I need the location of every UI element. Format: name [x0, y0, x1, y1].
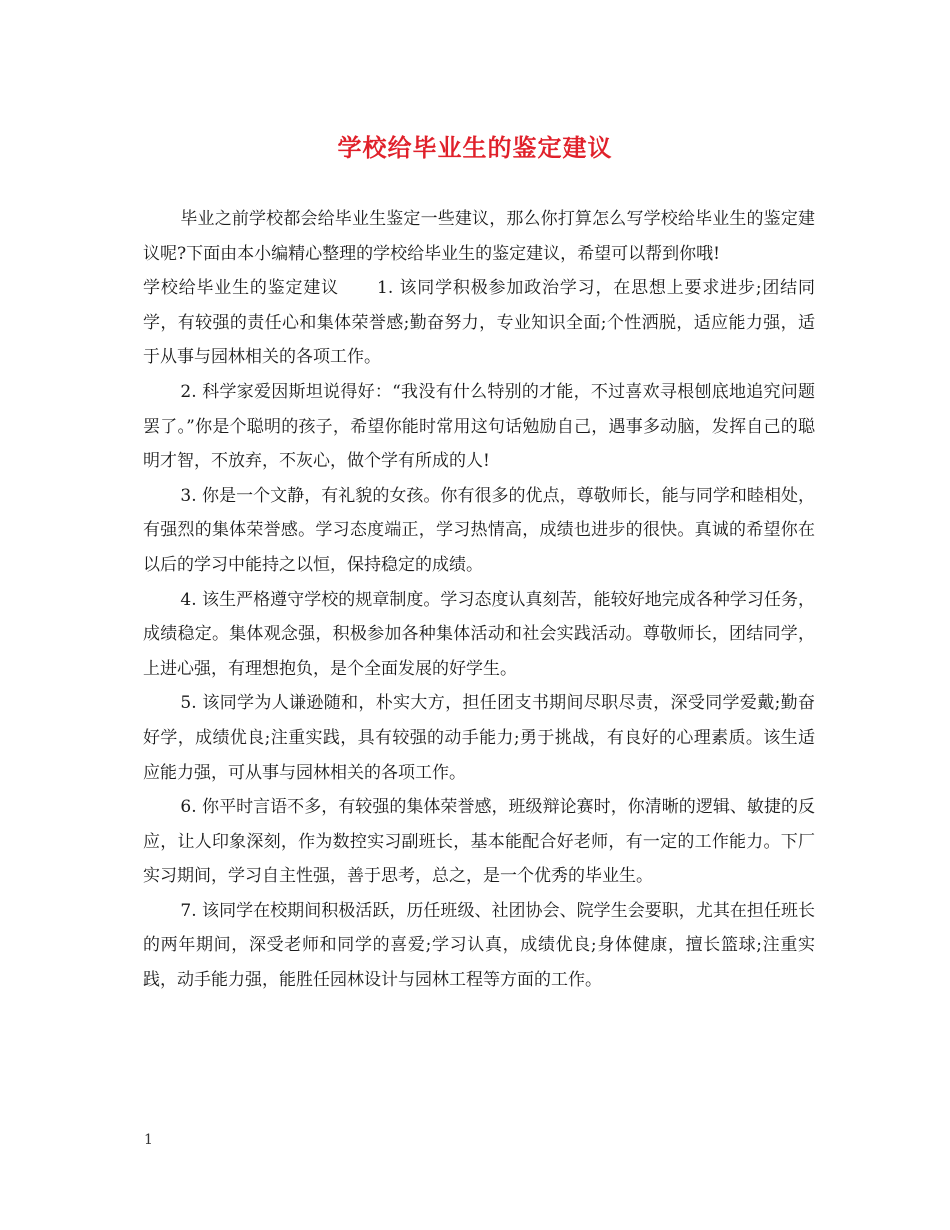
- item-paragraph-2: 2. 科学家爱因斯坦说得好：“我没有什么特别的才能，不过喜欢寻根刨底地追究问题罢了。”你是个聪明的孩子，希望你能时常用这句话勉励自己，遇事多动脑，发挥自己的聪明才智，不放弃，不灰心，做个学有所成的人!: [143, 381, 815, 472]
- item-paragraph-7: 7. 该同学在校期间积极活跃，历任班级、社团协会、院学生会要职，尤其在担任班长的两年期间，深受老师和同学的喜爱;学习认真，成绩优良;身体健康，擅长篮球;注重实践，动手能力强，能胜任园林设计与园林工程等方面的工作。: [143, 900, 815, 991]
- item-paragraph-5: 5. 该同学为人谦逊随和，朴实大方，担任团支书期间尽职尽责，深受同学爱戴;勤奋好学，成绩优良;注重实践，具有较强的动手能力;勇于挑战，有良好的心理素质。该生适应能力强，可从事与园林相关的各项工作。: [143, 693, 815, 783]
- document-body: [143, 202, 815, 998]
- page-number: 1: [144, 1132, 153, 1148]
- item-paragraph-4: 4. 该生严格遵守学校的规章制度。学习态度认真刻苦，能较好地完成各种学习任务，成绩稳定。集体观念强，积极参加各种集体活动和社会实践活动。尊敬师长，团结同学，上进心强，有理想抱负，是个全面发展的好学生。: [143, 589, 815, 679]
- item-paragraph-3: 3. 你是一个文静，有礼貌的女孩。你有很多的优点，尊敬师长，能与同学和睦相处，有强烈的集体荣誉感。学习态度端正，学习热情高，成绩也进步的很快。真诚的希望你在以后的学习中能持之以恒，保持稳定的成绩。: [143, 485, 815, 575]
- item-paragraph-1: [143, 271, 815, 375]
- section-heading: 学校给毕业生的鉴定建议: [143, 278, 340, 299]
- item-text-1: 1. 该同学积极参加政治学习，在思想上要求进步;团结同学，有较强的责任心和集体荣誉感;勤奋努力，专业知识全面;个性洒脱，适应能力强，适于从事与园林相关的各项工作。: [143, 278, 816, 368]
- item-paragraph-6: 6. 你平时言语不多，有较强的集体荣誉感，班级辩论赛时，你清晰的逻辑、敏捷的反应，让人印象深刻，作为数控实习副班长，基本能配合好老师，有一定的工作能力。下厂实习期间，学习自主性强，善于思考，总之，是一个优秀的毕业生。: [143, 797, 815, 887]
- intro-paragraph: 毕业之前学校都会给毕业生鉴定一些建议，那么你打算怎么写学校给毕业生的鉴定建议呢?下面由本小编精心整理的学校给毕业生的鉴定建议，希望可以帮到你哦!: [143, 209, 815, 264]
- document-title: 学校给毕业生的鉴定建议: [337, 133, 613, 162]
